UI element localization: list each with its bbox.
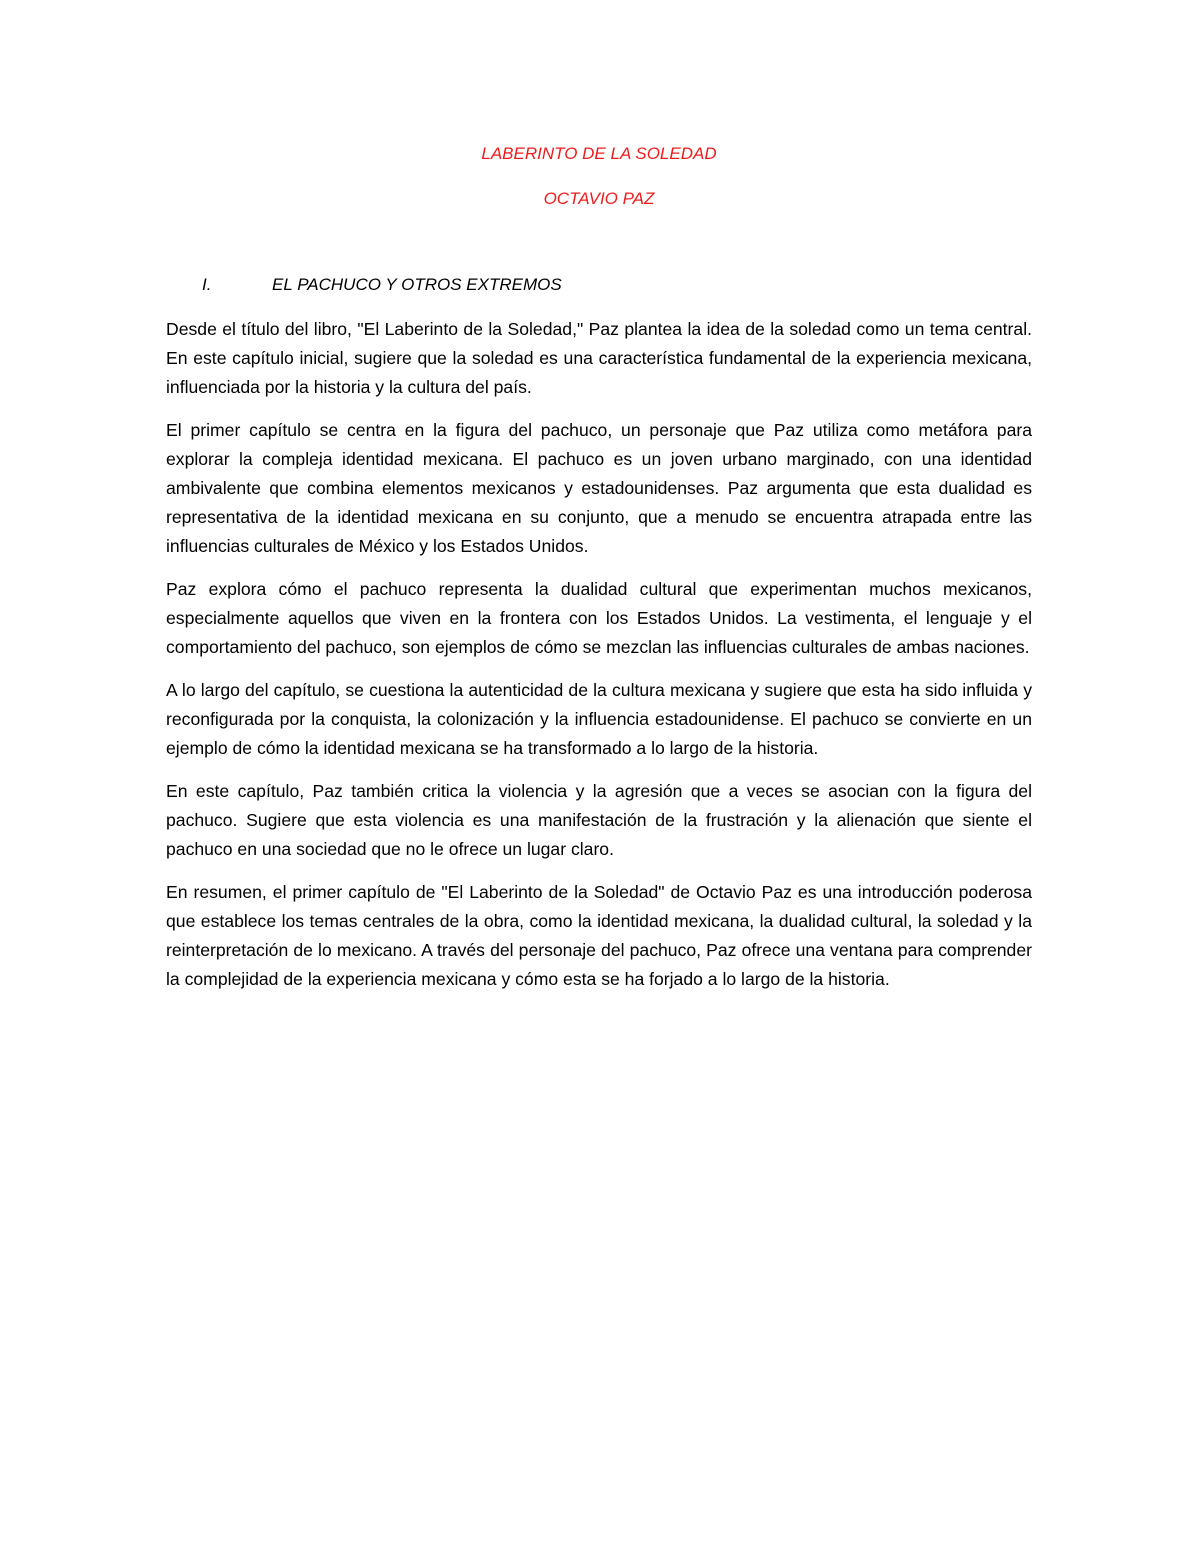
body-paragraph: Desde el título del libro, "El Laberinto de la Soledad," Paz plantea la idea de la soledad como un tema central. En este capítulo inicial, sugiere que la soledad es una característica fundamental de la experiencia mexicana, influenciada por la historia y la cultura del país. bbox=[166, 319, 1032, 397]
section-heading bbox=[166, 267, 1032, 303]
body-paragraph: Paz explora cómo el pachuco representa la dualidad cultural que experimentan muchos mexicanos, especialmente aquellos que viven en la frontera con los Estados Unidos. La vestimenta, el lenguaje y el comportamiento del pachuco, son ejemplos de cómo se mezclan las influencias culturales de ambas naciones. bbox=[166, 579, 1032, 657]
document-title: LABERINTO DE LA SOLEDAD bbox=[481, 144, 717, 163]
body-paragraph: En este capítulo, Paz también critica la violencia y la agresión que a veces se asocian con la figura del pachuco. Sugiere que esta violencia es una manifestación de la frustración y la alienación que siente el pachuco en una sociedad que no le ofrece un lugar claro. bbox=[166, 781, 1032, 859]
document-page bbox=[166, 136, 1032, 994]
body-paragraph: El primer capítulo se centra en la figura del pachuco, un personaje que Paz utiliza como metáfora para explorar la compleja identidad mexicana. El pachuco es un joven urbano marginado, con una identidad ambivalente que combina elementos mexicanos y estadounidenses. Paz argumenta que esta dualidad es representativa de la identidad mexicana en su conjunto, que a menudo se encuentra atrapada entre las influencias culturales de México y los Estados Unidos. bbox=[166, 420, 1032, 556]
document-author: OCTAVIO PAZ bbox=[543, 189, 655, 208]
section-title: EL PACHUCO Y OTROS EXTREMOS bbox=[272, 275, 562, 294]
section-number: I. bbox=[202, 275, 212, 294]
body-paragraph: En resumen, el primer capítulo de "El Laberinto de la Soledad" de Octavio Paz es una introducción poderosa que establece los temas centrales de la obra, como la identidad mexicana, la dualidad cultural, la soledad y la reinterpretación de lo mexicano. A través del personaje del pachuco, Paz ofrece una ventana para comprender la complejidad de la experiencia mexicana y cómo esta se ha forjado a lo largo de la historia. bbox=[166, 882, 1032, 989]
body-paragraph: A lo largo del capítulo, se cuestiona la autenticidad de la cultura mexicana y sugiere que esta ha sido influida y reconfigurada por la conquista, la colonización y la influencia estadounidense. El pachuco se convierte en un ejemplo de cómo la identidad mexicana se ha transformado a lo largo de la historia. bbox=[166, 680, 1032, 758]
